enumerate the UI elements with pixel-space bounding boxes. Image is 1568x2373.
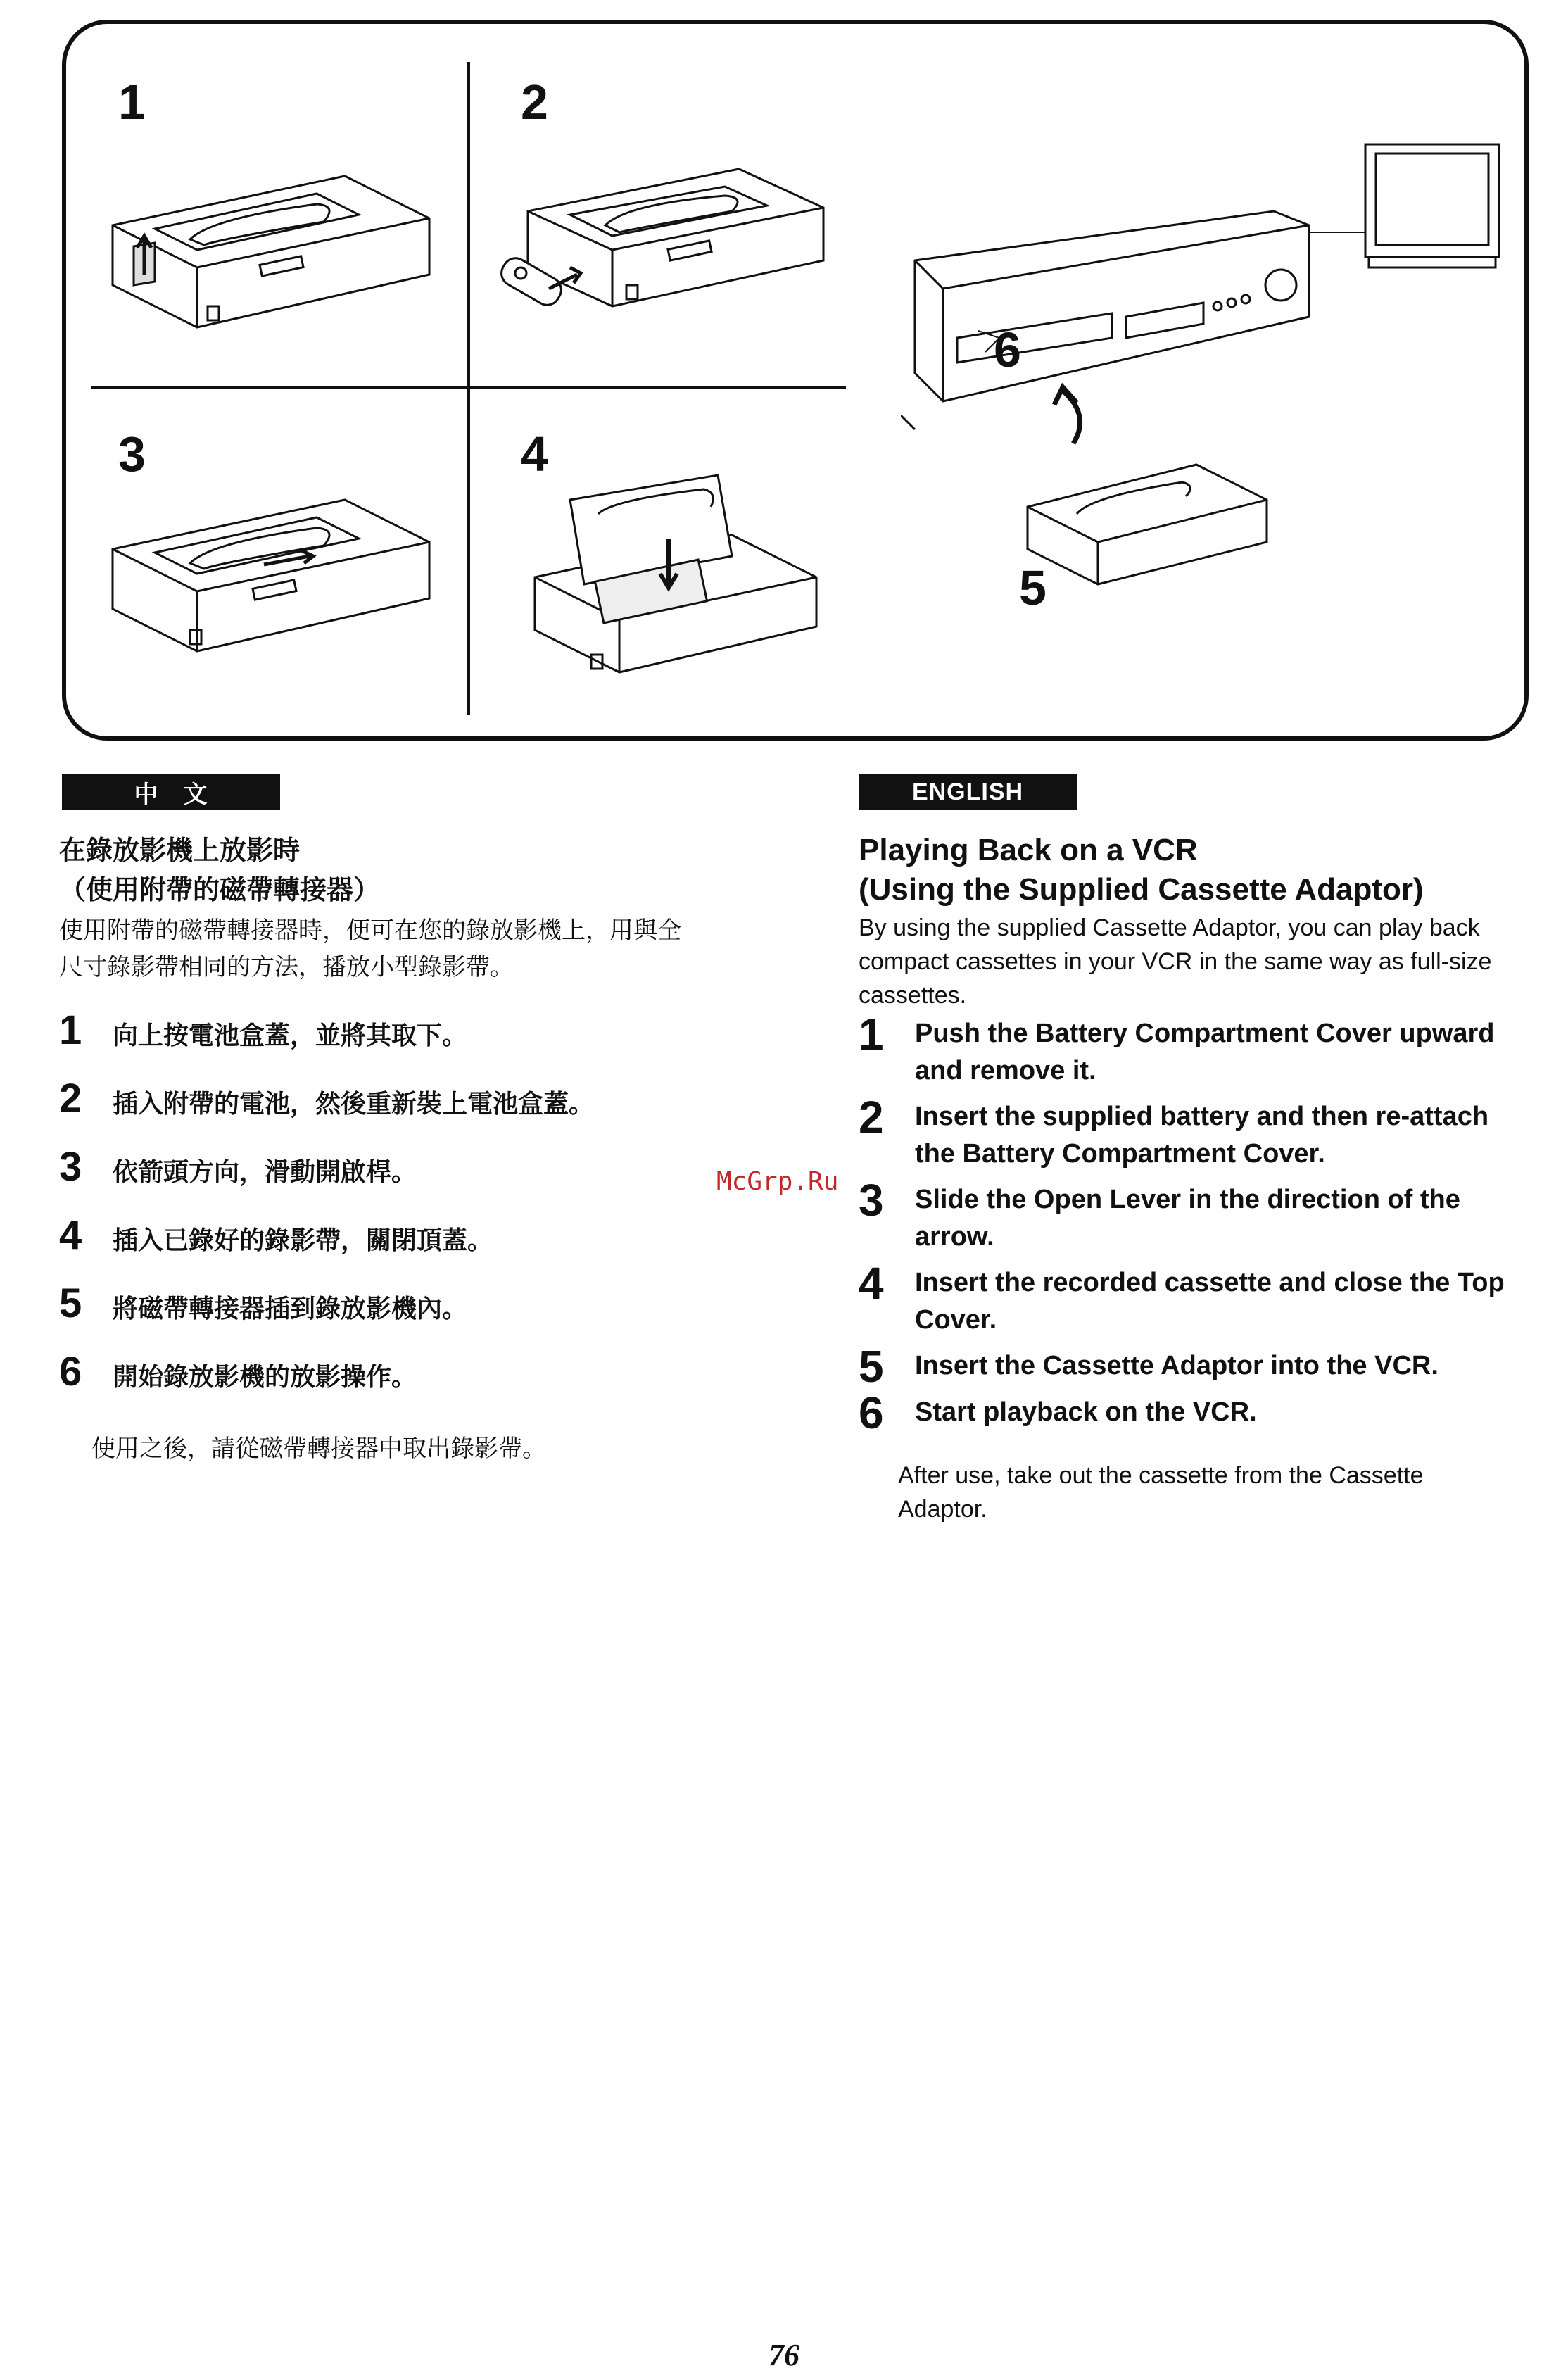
panel-number-2: 2 <box>521 75 548 130</box>
chinese-section-label: 中 文 <box>62 774 280 810</box>
page-number: 76 <box>769 2338 799 2372</box>
english-steps <box>859 1009 1534 1438</box>
panel-number-1: 1 <box>118 75 146 130</box>
step-text: Start playback on the VCR. <box>915 1397 1257 1427</box>
step-text: 開始錄放影機的放影操作。 <box>113 1363 417 1392</box>
chinese-step-1 <box>59 1007 763 1075</box>
chinese-steps <box>59 1007 763 1416</box>
chinese-step-5 <box>59 1280 763 1348</box>
step-number: 1 <box>59 1007 82 1053</box>
step-text: 插入已錄好的錄影帶，關閉頂蓋。 <box>113 1226 493 1255</box>
callout-6: 6 <box>994 322 1021 377</box>
step-number: 6 <box>859 1387 884 1438</box>
watermark: McGrp.Ru <box>716 1167 839 1196</box>
step-number: 3 <box>59 1144 82 1190</box>
step-number: 4 <box>859 1258 884 1309</box>
step-number: 4 <box>59 1212 82 1258</box>
callout-5: 5 <box>1019 560 1047 615</box>
english-step-2 <box>859 1092 1534 1173</box>
step-number: 5 <box>859 1341 884 1392</box>
chinese-step-4 <box>59 1211 763 1280</box>
chinese-step-6 <box>59 1348 763 1416</box>
chinese-title-line1: 在錄放影機上放影時 <box>59 835 301 866</box>
open-lever-slide-illustration <box>106 486 436 655</box>
chinese-step-3 <box>59 1143 763 1211</box>
english-step-3 <box>859 1175 1534 1256</box>
english-title-line2: (Using the Supplied Cassette Adaptor) <box>859 872 1424 907</box>
english-step-6 <box>859 1387 1534 1438</box>
english-section <box>859 831 1534 1526</box>
chinese-intro <box>59 912 763 986</box>
english-section-label: ENGLISH <box>859 774 1077 810</box>
chinese-section <box>59 831 763 1464</box>
english-step-1 <box>859 1009 1534 1090</box>
english-title-line1: Playing Back on a VCR <box>859 833 1198 867</box>
chinese-step-2 <box>59 1075 763 1143</box>
battery-insertion-illustration <box>493 162 837 338</box>
step-text: Push the Battery Compartment Cover upward and remove it. <box>915 1019 1495 1085</box>
step-number: 3 <box>859 1175 884 1226</box>
step-text: Insert the supplied battery and then re-attach the Battery Compartment Cover. <box>915 1102 1489 1169</box>
panel-divider-horizontal <box>91 386 846 389</box>
step-text: 向上按電池盒蓋，並將其取下。 <box>113 1021 468 1050</box>
step-text: Insert the recorded cassette and close the Top Cover. <box>915 1268 1505 1335</box>
english-step-5 <box>859 1341 1534 1392</box>
chinese-title-line2: （使用附帶的磁帶轉接器） <box>59 874 381 905</box>
step-text: 依箭頭方向，滑動開啟桿。 <box>113 1158 417 1187</box>
step-text: Slide the Open Lever in the direction of the arrow. <box>915 1185 1460 1252</box>
step-text: 將磁帶轉接器插到錄放影機內。 <box>113 1295 468 1323</box>
chinese-intro-line1: 使用附帶的磁帶轉接器時，便可在您的錄放影機上，用與全 <box>59 917 681 945</box>
chinese-intro-line2: 尺寸錄影帶相同的方法，播放小型錄影帶。 <box>59 953 514 981</box>
step-text: 插入附帶的電池，然後重新裝上電池盒蓋。 <box>113 1090 595 1119</box>
panel-number-3: 3 <box>118 427 146 481</box>
english-after-use-note: After use, take out the cassette from the Cassette Adaptor. <box>898 1462 1424 1523</box>
english-step-4 <box>859 1258 1534 1339</box>
vcr-playback-illustration <box>901 134 1506 627</box>
step-text: Insert the Cassette Adaptor into the VCR. <box>915 1351 1439 1380</box>
step-number: 1 <box>859 1009 884 1059</box>
chinese-after-use-note: 使用之後，請從磁帶轉接器中取出錄影帶。 <box>91 1435 546 1463</box>
cassette-insertion-illustration <box>521 472 845 683</box>
english-intro: By using the supplied Cassette Adaptor, you can play back compact cassettes in your VCR in the same way as full-size cassettes. <box>859 914 1492 1009</box>
step-number: 6 <box>59 1349 82 1395</box>
panel-number-4: 4 <box>521 427 548 481</box>
step-number: 5 <box>59 1280 82 1326</box>
adaptor-cover-removal-illustration <box>106 162 436 331</box>
step-number: 2 <box>59 1076 82 1121</box>
step-number: 2 <box>859 1092 884 1143</box>
